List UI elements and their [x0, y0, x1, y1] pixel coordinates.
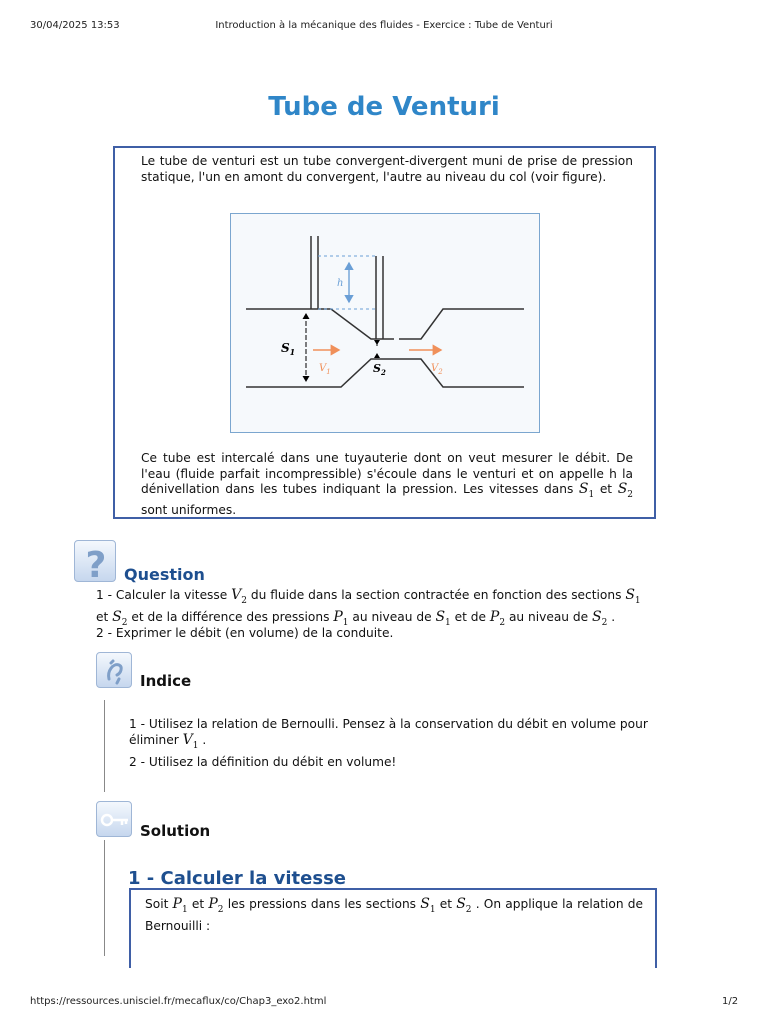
print-page-number: 1/2 — [722, 996, 739, 1007]
label-v2: $V_2$ — [431, 363, 443, 376]
pressure-tube-throat — [376, 256, 383, 339]
pressure-tube-upstream — [311, 236, 318, 309]
pipe-top-wall — [246, 309, 524, 339]
hint-heading: Indice — [140, 672, 192, 690]
solution-divider — [104, 840, 105, 956]
label-s2: $S_2$ — [373, 362, 386, 377]
venturi-figure — [230, 213, 540, 433]
print-datetime: 30/04/2025 13:53 — [30, 20, 120, 31]
print-url: https://ressources.unisciel.fr/mecaflux/co/Chap3_exo2.html — [30, 996, 327, 1007]
solution-heading: Solution — [140, 822, 211, 840]
label-h: h — [337, 278, 344, 289]
solution-subheading: 1 - Calculer la vitesse — [128, 868, 346, 889]
solution-text: Soit $P_1$ et $P_2$ les pressions dans les sections $S_1$ et $S_2$ . On applique la relation de Bernouilli : — [145, 896, 644, 933]
question-icon — [74, 540, 116, 582]
intro-box — [113, 146, 656, 519]
intro-paragraph-2: Ce tube est intercalé dans une tuyauterie dont on veut mesurer le débit. De l'eau (fluide parfait incompressible) s'écoule dans le venturi et on appelle h la dénivellation dans les tubes indiquant la pression. Les vitesses dans $S_1$ et $S_2$ sont uniformes. — [141, 451, 634, 518]
print-page-title: Introduction à la mécanique des fluides - Exercice : Tube de Venturi — [215, 20, 553, 31]
question-1: 1 - Calculer la vitesse $V_2$ du fluide dans la section contractée en fonction des sections $S_1$ et $S_2$ et de la différence des pressions $P_1$ au niveau de $S_1$ et de $P_2$ au niveau de $S_2$ . — [96, 587, 641, 628]
page-title: Tube de Venturi — [268, 92, 500, 122]
svg-text:?: ? — [85, 545, 107, 583]
hint-1: 1 - Utilisez la relation de Bernoulli. Pensez à la conservation du débit en volume pour éliminer $V_1$ . — [129, 717, 648, 751]
question-heading: Question — [124, 565, 205, 584]
label-v1: $V_1$ — [319, 363, 331, 376]
venturi-diagram — [231, 214, 541, 434]
hint-divider — [104, 700, 105, 792]
intro-paragraph: Le tube de venturi est un tube convergent-divergent muni de prise de pression statique, l'un en amont du convergent, l'autre au niveau du col (voir figure). — [141, 154, 633, 184]
s2-arrowheads — [374, 340, 380, 358]
solution-box — [129, 888, 657, 968]
hint-icon — [96, 652, 132, 688]
key-icon — [96, 801, 132, 837]
question-2: 2 - Exprimer le débit (en volume) de la conduite. — [96, 626, 394, 640]
label-s1: $S_1$ — [281, 341, 296, 357]
hint-2: 2 - Utilisez la définition du débit en volume! — [129, 755, 397, 769]
